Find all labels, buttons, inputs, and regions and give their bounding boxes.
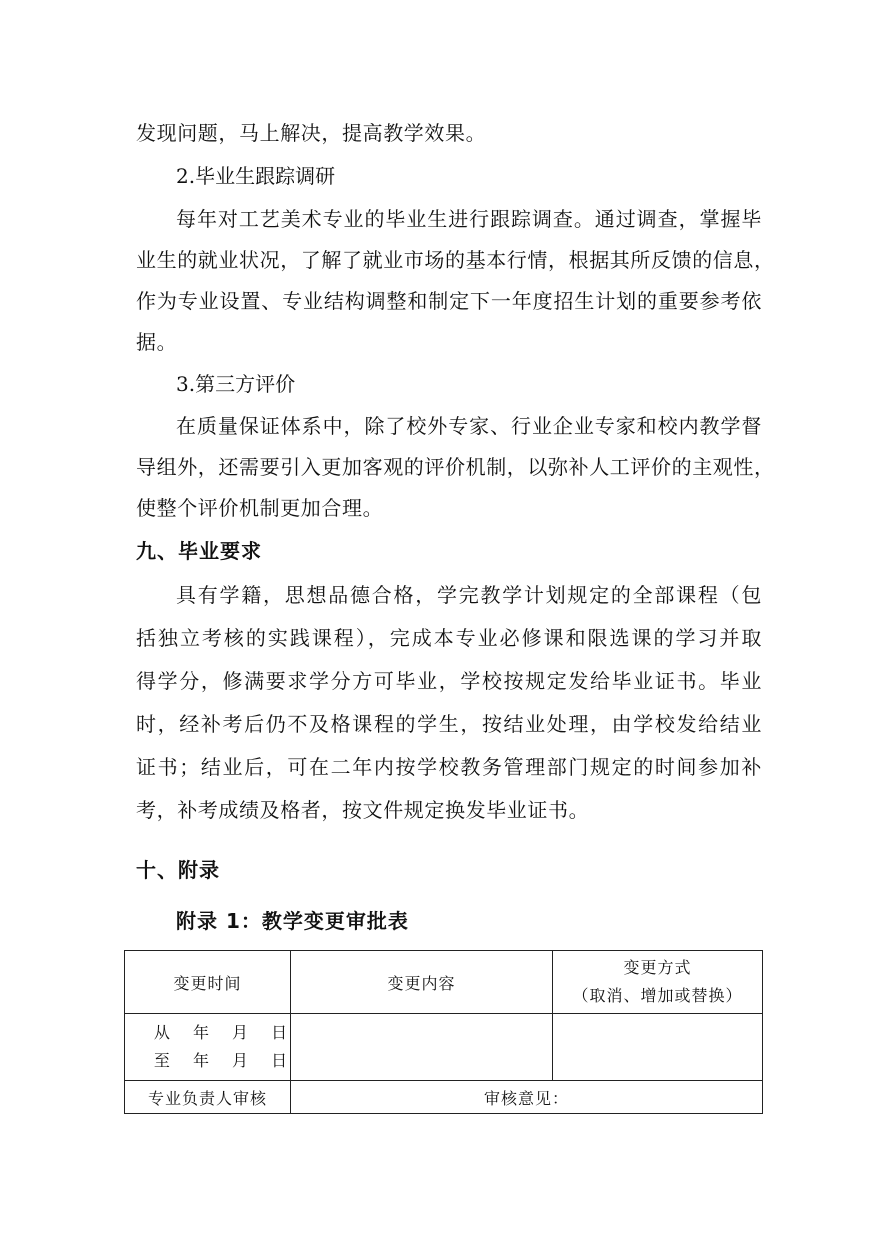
header-change-time: 变更时间 — [125, 951, 291, 1014]
table-row — [125, 1081, 763, 1114]
paragraph-line: 据。 — [136, 330, 178, 354]
paragraph-line: 证书；结业后，可在二年内按学校教务管理部门规定的时间参加补 — [136, 755, 762, 779]
change-approval-table — [124, 950, 763, 1114]
paragraph-line: 得学分，修满要求学分方可毕业，学校按规定发给毕业证书。毕业 — [136, 669, 762, 693]
method-cell[interactable] — [553, 1014, 763, 1081]
table-row — [125, 1014, 763, 1081]
paragraph-line: 使整个评价机制更加合理。 — [136, 496, 384, 520]
reviewer-label: 专业负责人审核 — [125, 1081, 291, 1114]
paragraph-line: 发现问题，马上解决，提高教学效果。 — [136, 121, 487, 145]
date-from: 从 年 月 日 — [153, 1023, 290, 1042]
date-range-cell — [125, 1014, 291, 1081]
paragraph-line: 括独立考核的实践课程），完成本专业必修课和限选课的学习并取 — [136, 626, 762, 650]
paragraph-line: 作为专业设置、专业结构调整和制定下一年度招生计划的重要参考依 — [136, 289, 762, 313]
paragraph-line: 导组外，还需要引入更加客观的评价机制，以弥补人工评价的主观性， — [136, 455, 775, 479]
table-header-row — [125, 951, 763, 1014]
header-change-method — [553, 951, 763, 1014]
content-cell[interactable] — [291, 1014, 553, 1081]
paragraph-line: 业生的就业状况，了解了就业市场的基本行情，根据其所反馈的信息， — [136, 248, 775, 272]
section-heading-graduation-requirements: 九、毕业要求 — [136, 539, 262, 563]
subheading-graduate-tracking: 2.毕业生跟踪调研 — [176, 164, 336, 188]
header-change-method-options: （取消、增加或替换） — [572, 986, 743, 1005]
date-to: 至 年 月 日 — [153, 1051, 290, 1070]
appendix-title: 附录 1：教学变更审批表 — [176, 909, 409, 933]
section-heading-appendix: 十、附录 — [136, 858, 220, 882]
header-change-method-label: 变更方式 — [623, 958, 692, 977]
paragraph-line: 每年对工艺美术专业的毕业生进行跟踪调查。通过调查，掌握毕 — [176, 207, 762, 231]
paragraph-line: 具有学籍，思想品德合格，学完教学计划规定的全部课程（包 — [176, 583, 762, 607]
paragraph-line: 考，补考成绩及格者，按文件规定换发毕业证书。 — [136, 798, 590, 822]
header-change-content: 变更内容 — [291, 951, 553, 1014]
subheading-third-party-evaluation: 3.第三方评价 — [176, 372, 296, 396]
review-opinion-cell[interactable]: 审核意见： — [291, 1081, 763, 1114]
paragraph-line: 时，经补考后仍不及格课程的学生，按结业处理，由学校发给结业 — [136, 712, 762, 736]
paragraph-line: 在质量保证体系中，除了校外专家、行业企业专家和校内教学督 — [176, 414, 762, 438]
